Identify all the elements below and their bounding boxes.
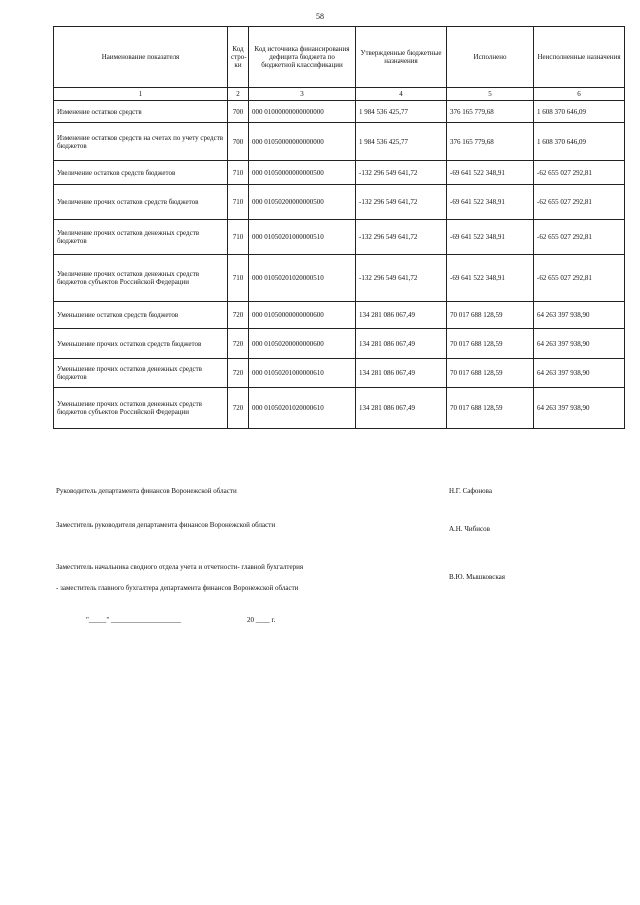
row-approved: 1 984 536 425,77 <box>356 101 447 123</box>
row-unexecuted: 64 263 397 938,90 <box>534 329 625 359</box>
table-row <box>54 302 625 329</box>
row-source-code: 000 01000000000000000 <box>249 101 356 123</box>
row-line-code: 700 <box>228 101 249 123</box>
row-source-code: 000 01050201020000610 <box>249 388 356 429</box>
chief-accountant-name: В.Ю. Мышковская <box>449 573 505 581</box>
row-unexecuted: 64 263 397 938,90 <box>534 302 625 329</box>
col-number: 6 <box>534 88 625 101</box>
row-line-code: 720 <box>228 329 249 359</box>
col-number: 5 <box>447 88 534 101</box>
col-header-name: Наименование показателя <box>54 27 228 88</box>
row-source-code: 000 01050201000000510 <box>249 220 356 255</box>
row-line-code: 710 <box>228 255 249 302</box>
row-approved: -132 296 549 641,72 <box>356 161 447 185</box>
row-executed: 376 165 779,68 <box>447 123 534 161</box>
row-unexecuted: 1 608 370 646,09 <box>534 123 625 161</box>
col-number: 3 <box>249 88 356 101</box>
date-line: "_____" ____________________ <box>86 616 181 624</box>
row-unexecuted: 1 608 370 646,09 <box>534 101 625 123</box>
row-unexecuted: -62 655 027 292,81 <box>534 220 625 255</box>
head-title: Руководитель департамента финансов Воронежской области <box>56 487 237 495</box>
row-executed: 70 017 688 128,59 <box>447 302 534 329</box>
row-approved: 134 281 086 067,49 <box>356 388 447 429</box>
row-name: Изменение остатков средств <box>54 101 228 123</box>
row-executed: 70 017 688 128,59 <box>447 329 534 359</box>
col-number: 1 <box>54 88 228 101</box>
row-executed: -69 641 522 348,91 <box>447 220 534 255</box>
row-executed: 70 017 688 128,59 <box>447 388 534 429</box>
row-name: Увеличение прочих остатков денежных средств бюджетов <box>54 220 228 255</box>
table-row <box>54 185 625 220</box>
table-row <box>54 220 625 255</box>
chief-accountant-title-line-1: Заместитель начальника сводного отдела учета и отчетности- главной бухгалтерия <box>56 563 304 571</box>
row-unexecuted: 64 263 397 938,90 <box>534 359 625 388</box>
row-name: Изменение остатков средств на счетах по учету средств бюджетов <box>54 123 228 161</box>
row-source-code: 000 01050200000000600 <box>249 329 356 359</box>
col-number: 4 <box>356 88 447 101</box>
row-source-code: 000 01050000000000600 <box>249 302 356 329</box>
row-approved: 134 281 086 067,49 <box>356 302 447 329</box>
row-approved: -132 296 549 641,72 <box>356 255 447 302</box>
row-line-code: 710 <box>228 161 249 185</box>
table-row <box>54 388 625 429</box>
table-row <box>54 123 625 161</box>
row-executed: -69 641 522 348,91 <box>447 185 534 220</box>
row-name: Увеличение прочих остатков денежных средств бюджетов субъектов Российской Федерации <box>54 255 228 302</box>
row-name: Уменьшение прочих остатков денежных средств бюджетов субъектов Российской Федерации <box>54 388 228 429</box>
page-number: 58 <box>316 12 324 21</box>
row-executed: 376 165 779,68 <box>447 101 534 123</box>
row-approved: 134 281 086 067,49 <box>356 329 447 359</box>
table-row <box>54 255 625 302</box>
row-line-code: 710 <box>228 185 249 220</box>
row-line-code: 700 <box>228 123 249 161</box>
row-line-code: 720 <box>228 388 249 429</box>
row-name: Уменьшение прочих остатков денежных средств бюджетов <box>54 359 228 388</box>
row-unexecuted: 64 263 397 938,90 <box>534 388 625 429</box>
row-approved: -132 296 549 641,72 <box>356 185 447 220</box>
col-header-approved: Утвержденные бюджетные назначения <box>356 27 447 88</box>
row-line-code: 720 <box>228 359 249 388</box>
row-source-code: 000 01050000000000000 <box>249 123 356 161</box>
row-unexecuted: -62 655 027 292,81 <box>534 185 625 220</box>
deputy-name: А.Н. Чибисов <box>449 525 490 533</box>
col-header-line-code: Код стро-ки <box>228 27 249 88</box>
row-name: Уменьшение остатков средств бюджетов <box>54 302 228 329</box>
column-numbers-row <box>54 88 625 101</box>
row-unexecuted: -62 655 027 292,81 <box>534 161 625 185</box>
row-source-code: 000 01050200000000500 <box>249 185 356 220</box>
col-header-unexecuted: Неисполненные назначения <box>534 27 625 88</box>
row-approved: 134 281 086 067,49 <box>356 359 447 388</box>
head-name: Н.Г. Сафонова <box>449 487 492 495</box>
row-name: Уменьшение прочих остатков средств бюджетов <box>54 329 228 359</box>
table-row <box>54 329 625 359</box>
table-row <box>54 359 625 388</box>
row-source-code: 000 01050000000000500 <box>249 161 356 185</box>
row-approved: 1 984 536 425,77 <box>356 123 447 161</box>
date-year: 20 ____ г. <box>247 616 276 624</box>
deputy-title: Заместитель руководителя департамента финансов Воронежской области <box>56 521 276 529</box>
row-source-code: 000 01050201020000510 <box>249 255 356 302</box>
row-name: Увеличение прочих остатков средств бюджетов <box>54 185 228 220</box>
row-line-code: 710 <box>228 220 249 255</box>
row-unexecuted: -62 655 027 292,81 <box>534 255 625 302</box>
table-row <box>54 161 625 185</box>
row-executed: -69 641 522 348,91 <box>447 161 534 185</box>
row-name: Увеличение остатков средств бюджетов <box>54 161 228 185</box>
col-number: 2 <box>228 88 249 101</box>
table-header-row <box>54 27 625 88</box>
row-source-code: 000 01050201000000610 <box>249 359 356 388</box>
row-approved: -132 296 549 641,72 <box>356 220 447 255</box>
col-header-executed: Исполнено <box>447 27 534 88</box>
row-executed: 70 017 688 128,59 <box>447 359 534 388</box>
row-line-code: 720 <box>228 302 249 329</box>
col-header-source-code: Код источника финансирования дефицита бюджета по бюджетной классификации <box>249 27 356 88</box>
sources-of-financing-table <box>53 26 625 429</box>
row-executed: -69 641 522 348,91 <box>447 255 534 302</box>
table-row <box>54 101 625 123</box>
chief-accountant-title-line-2: - заместитель главного бухгалтера департамента финансов Воронежской области <box>56 584 299 592</box>
